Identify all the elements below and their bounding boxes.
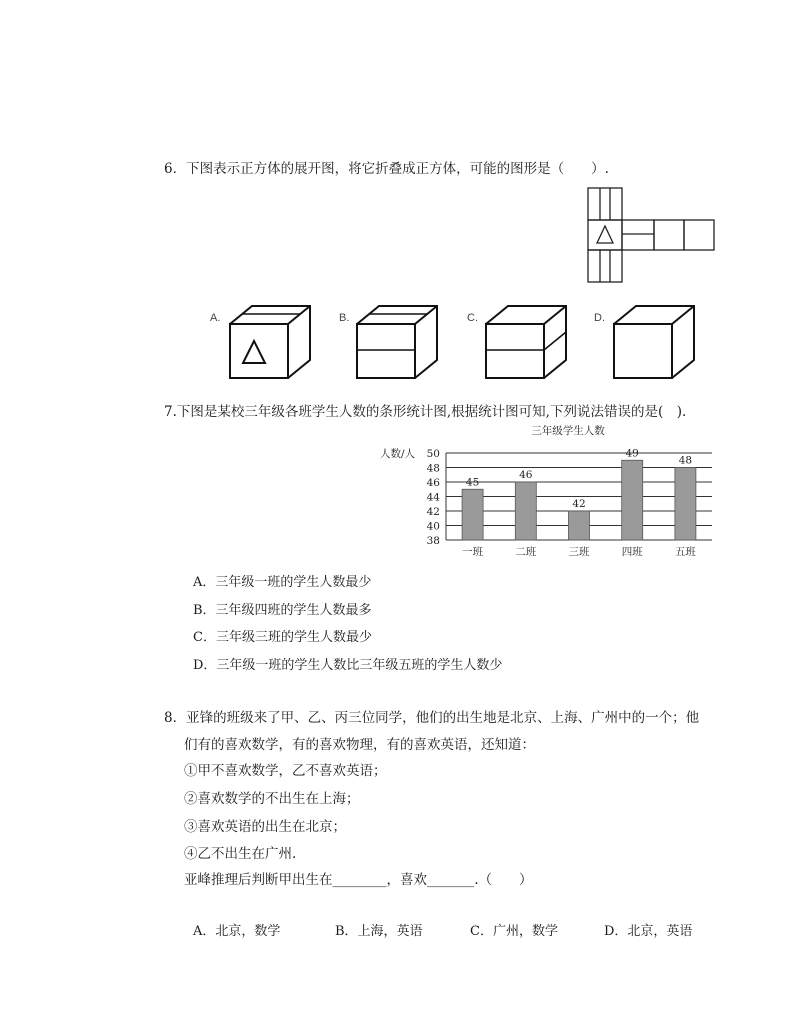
bar-5 <box>675 468 696 541</box>
x-tick-label: 三班 <box>568 546 590 558</box>
y-tick-label: 44 <box>426 491 440 504</box>
q6-choice-c-letter: C. <box>467 312 478 324</box>
triangle-icon <box>243 341 265 363</box>
triangle-icon <box>597 226 613 243</box>
q6-stem: 6．下图表示正方体的展开图，将它折叠成正方体，可能的图形是（ ）. <box>164 161 609 177</box>
x-tick-label: 二班 <box>515 546 537 558</box>
bar-1 <box>462 489 483 540</box>
bar-value-label: 45 <box>465 476 480 489</box>
q6-cube-d[interactable] <box>610 302 702 382</box>
y-tick-label: 50 <box>426 448 440 460</box>
chart-title: 三年级学生人数 <box>531 425 605 437</box>
q6-choice-b-letter: B. <box>339 312 350 324</box>
bar-chart <box>370 420 720 565</box>
bar-3 <box>569 511 590 540</box>
q6-cube-c[interactable] <box>482 302 574 382</box>
net-square-bottom <box>588 250 622 282</box>
net-square-right-3 <box>684 220 714 250</box>
bar-value-label: 49 <box>625 447 639 460</box>
q8-option-d[interactable]: D．北京，英语 <box>604 924 693 939</box>
net-square-right-2 <box>654 220 684 250</box>
cube-net-figure <box>584 186 718 286</box>
net-square-top <box>588 188 622 220</box>
q6-choice-a-letter: A. <box>210 312 221 324</box>
q7-option-c[interactable]: C．三年级三班的学生人数最少 <box>193 630 372 645</box>
q8-condition-2: ②喜欢数学的不出生在上海； <box>184 791 360 807</box>
q8-condition-4: ④乙不出生在广州. <box>184 846 297 862</box>
bar-value-label: 48 <box>678 454 693 467</box>
q8-option-c[interactable]: C．广州，数学 <box>470 924 558 939</box>
q8-condition-3: ③喜欢英语的出生在北京； <box>184 819 346 835</box>
y-tick-label: 38 <box>426 535 440 547</box>
x-tick-label: 五班 <box>674 546 696 558</box>
q7-option-b[interactable]: B．三年级四班的学生人数最多 <box>193 603 372 618</box>
q6-cube-b[interactable] <box>353 302 445 382</box>
q7-option-a[interactable]: A．三年级一班的学生人数最少 <box>193 575 372 590</box>
q7-option-d[interactable]: D．三年级一班的学生人数比三年级五班的学生人数少 <box>193 658 503 673</box>
y-tick-label: 42 <box>426 506 440 518</box>
q8-condition-1: ①甲不喜欢数学，乙不喜欢英语； <box>184 763 387 779</box>
bar-2 <box>515 482 536 540</box>
y-tick-label: 48 <box>426 462 440 475</box>
net-square-right-1 <box>622 220 654 250</box>
q8-option-a[interactable]: A．北京，数学 <box>193 924 281 939</box>
chart-ylabel: 人数/人 <box>380 448 416 460</box>
q8-question: 亚峰推理后判断甲出生在________，喜欢_______.（ ） <box>184 872 533 888</box>
y-tick-label: 46 <box>426 477 440 489</box>
q8-stem-line2: 们有的喜欢数学，有的喜欢物理，有的喜欢英语，还知道： <box>184 737 535 753</box>
q6-choice-d-letter: D. <box>594 312 605 324</box>
q8-stem-line1: 8．亚锋的班级来了甲、乙、丙三位同学，他们的出生地是北京、上海、广州中的一个；他 <box>164 710 700 726</box>
bar-value-label: 42 <box>572 498 586 510</box>
bar-4 <box>622 460 643 540</box>
y-tick-label: 40 <box>426 520 440 533</box>
q6-cube-a[interactable] <box>226 302 318 382</box>
q8-option-b[interactable]: B．上海，英语 <box>335 924 423 939</box>
bar-value-label: 46 <box>519 469 533 481</box>
x-tick-label: 一班 <box>462 546 484 558</box>
x-tick-label: 四班 <box>621 546 643 558</box>
q7-stem: 7.下图是某校三年级各班学生人数的条形统计图,根据统计图可知,下列说法错误的是( ). <box>164 404 687 420</box>
